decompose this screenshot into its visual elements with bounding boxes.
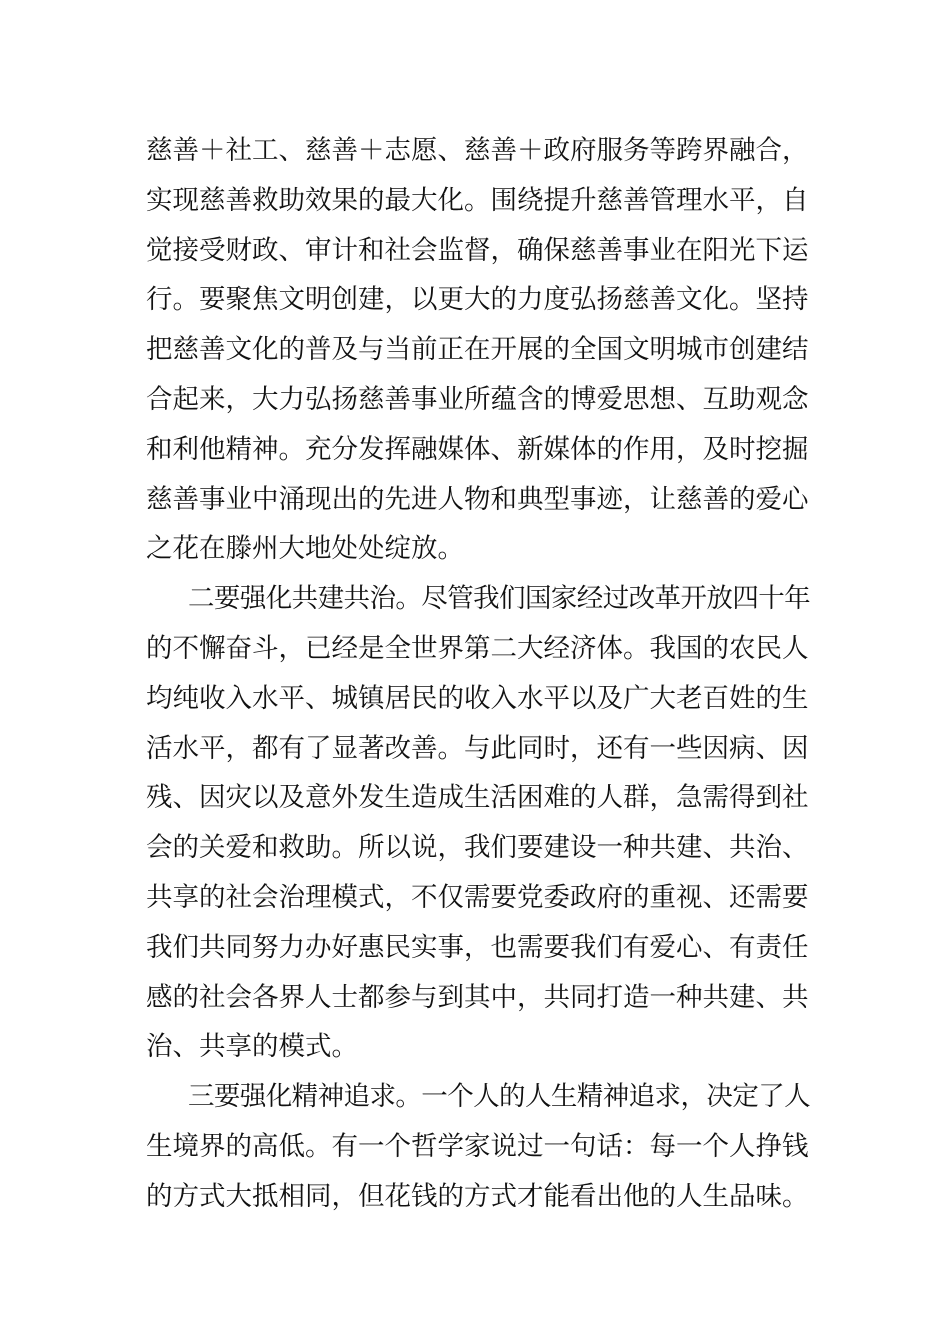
text-line: 慈善＋社工、慈善＋志愿、慈善＋政府服务等跨界融合， [146, 135, 809, 166]
text-line: 实现慈善救助效果的最大化。围绕提升慈善管理水平，自 [146, 184, 809, 216]
text-line: 行。要聚焦文明创建，以更大的力度弘扬慈善文化。坚持 [146, 284, 809, 316]
body-text [146, 126, 810, 1222]
text-line: 的方式大抵相同，但花钱的方式才能看出他的人生品味。 [146, 1180, 809, 1212]
text-line: 三要强化精神追求。一个人的人生精神追求，决定了人 [188, 1081, 810, 1113]
text-line: 均纯收入水平、城镇居民的收入水平以及广大老百姓的生 [146, 682, 809, 714]
text-line: 我们共同努力办好惠民实事，也需要我们有爱心、有责任 [146, 931, 809, 963]
text-line: 把慈善文化的普及与当前正在开展的全国文明城市创建结 [146, 334, 809, 366]
text-line: 残、因灾以及意外发生造成生活困难的人群，急需得到社 [146, 782, 809, 814]
text-line: 觉接受财政、审计和社会监督，确保慈善事业在阳光下运 [146, 234, 809, 266]
text-line: 二要强化共建共治。尽管我们国家经过改革开放四十年 [188, 583, 810, 615]
text-line: 慈善事业中涌现出的先进人物和典型事迹，让慈善的爱心 [146, 483, 809, 515]
text-line: 治、共享的模式。 [146, 1031, 358, 1063]
text-line: 之花在滕州大地处处绽放。 [146, 533, 464, 565]
text-line: 活水平，都有了显著改善。与此同时，还有一些因病、因 [146, 732, 809, 764]
text-line: 会的关爱和救助。所以说，我们要建设一种共建、共治、 [146, 832, 809, 864]
text-line: 的不懈奋斗，已经是全世界第二大经济体。我国的农民人 [146, 632, 809, 664]
text-line: 共享的社会治理模式，不仅需要党委政府的重视、还需要 [146, 881, 809, 913]
text-line: 生境界的高低。有一个哲学家说过一句话：每一个人挣钱 [146, 1130, 809, 1162]
text-line: 和利他精神。充分发挥融媒体、新媒体的作用，及时挖掘 [146, 433, 809, 465]
text-line: 感的社会各界人士都参与到其中，共同打造一种共建、共 [146, 981, 809, 1013]
text-line: 合起来，大力弘扬慈善事业所蕴含的博爱思想、互助观念 [146, 383, 809, 415]
